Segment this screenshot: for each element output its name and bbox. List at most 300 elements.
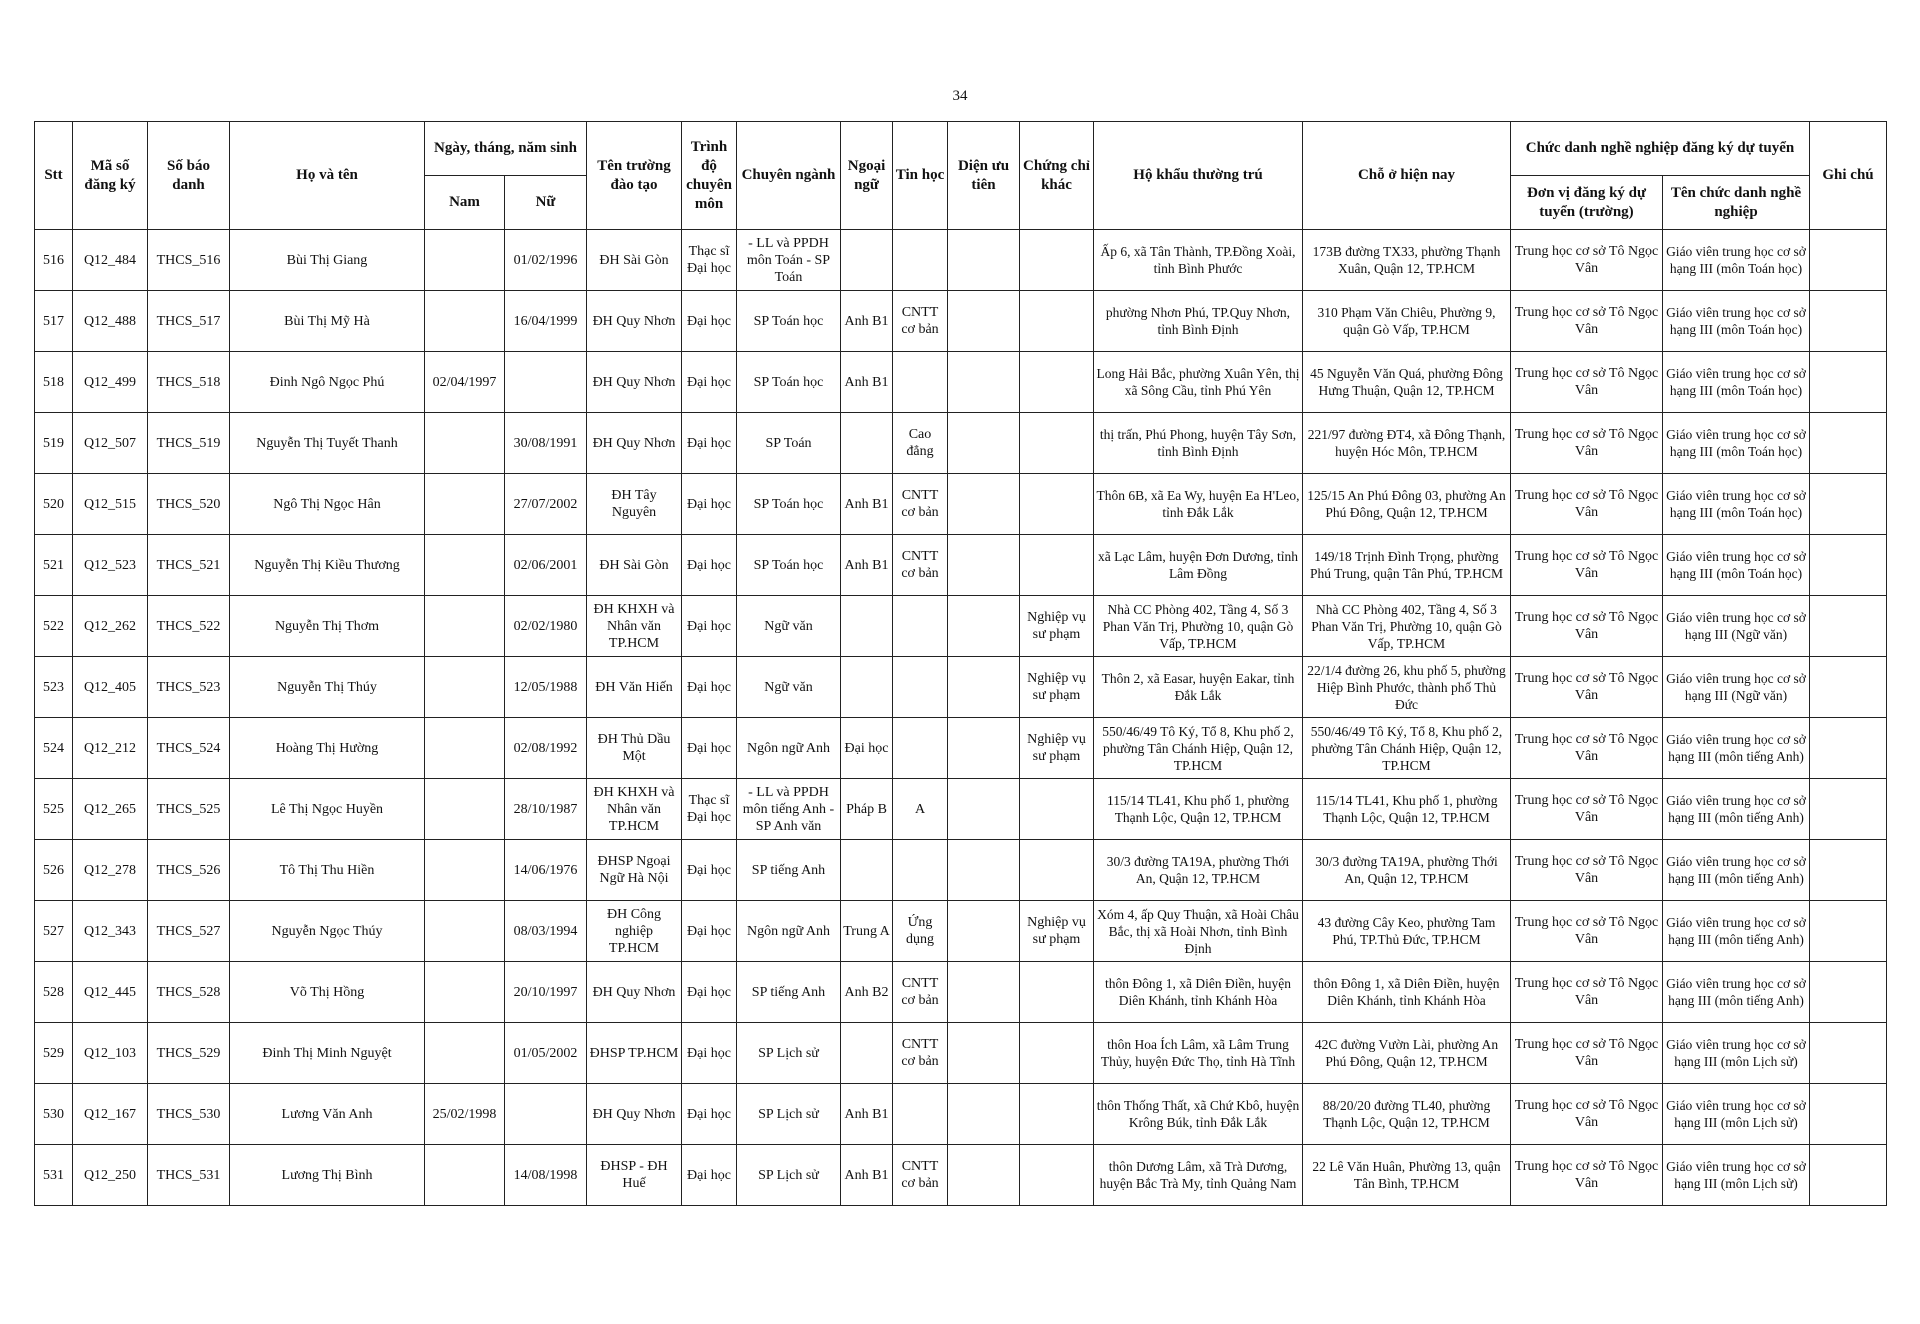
cell-chuyen-nganh: SP Lịch sử <box>737 1084 841 1145</box>
cell-nu: 30/08/1991 <box>505 413 587 474</box>
cell-ho-ten: Nguyễn Thị Kiều Thương <box>230 535 425 596</box>
cell-cho-o: 45 Nguyễn Văn Quá, phường Đông Hưng Thuận, Quận 12, TP.HCM <box>1303 352 1511 413</box>
cell-ghi-chu <box>1810 1023 1887 1084</box>
cell-ma-so: Q12_523 <box>73 535 148 596</box>
cell-don-vi: Trung học cơ sở Tô Ngọc Vân <box>1511 840 1663 901</box>
cell-don-vi: Trung học cơ sở Tô Ngọc Vân <box>1511 657 1663 718</box>
cell-nam <box>425 962 505 1023</box>
cell-ngoai-ngu: Anh B1 <box>841 535 893 596</box>
cell-stt: 524 <box>35 718 73 779</box>
cell-cho-o: 42C đường Vườn Lài, phường An Phú Đông, Quận 12, TP.HCM <box>1303 1023 1511 1084</box>
header-ten-chuc-danh: Tên chức danh nghề nghiệp <box>1663 176 1810 230</box>
cell-stt: 516 <box>35 230 73 291</box>
cell-stt: 518 <box>35 352 73 413</box>
cell-so-bao-danh: THCS_517 <box>148 291 230 352</box>
table-row <box>35 1145 1887 1206</box>
cell-trinh-do: Thạc sĩ Đại học <box>682 779 737 840</box>
cell-dien-uu-tien <box>948 230 1020 291</box>
cell-so-bao-danh: THCS_531 <box>148 1145 230 1206</box>
header-cho-o: Chỗ ở hiện nay <box>1303 122 1511 230</box>
cell-nu: 14/06/1976 <box>505 840 587 901</box>
cell-stt: 526 <box>35 840 73 901</box>
cell-ngoai-ngu: Anh B1 <box>841 352 893 413</box>
cell-truong: ĐH Quy Nhơn <box>587 1084 682 1145</box>
cell-cho-o: 550/46/49 Tô Ký, Tổ 8, Khu phố 2, phường Tân Chánh Hiệp, Quận 12, TP.HCM <box>1303 718 1511 779</box>
cell-ngoai-ngu <box>841 657 893 718</box>
cell-truong: ĐH Tây Nguyên <box>587 474 682 535</box>
cell-so-bao-danh: THCS_522 <box>148 596 230 657</box>
cell-nam: 02/04/1997 <box>425 352 505 413</box>
cell-ho-ten: Đinh Ngô Ngọc Phú <box>230 352 425 413</box>
header-chuc-danh: Chức danh nghề nghiệp đăng ký dự tuyển <box>1511 122 1810 176</box>
cell-so-bao-danh: THCS_525 <box>148 779 230 840</box>
cell-ma-so: Q12_265 <box>73 779 148 840</box>
cell-ho-khau: thôn Thống Thất, xã Chứ Kbô, huyện Krông Búk, tỉnh Đắk Lắk <box>1094 1084 1303 1145</box>
cell-ghi-chu <box>1810 779 1887 840</box>
cell-chuyen-nganh: SP Toán học <box>737 352 841 413</box>
cell-dien-uu-tien <box>948 1084 1020 1145</box>
cell-ghi-chu <box>1810 291 1887 352</box>
cell-nam <box>425 413 505 474</box>
cell-chung-chi <box>1020 779 1094 840</box>
cell-chuyen-nganh: SP Lịch sử <box>737 1023 841 1084</box>
cell-nu: 14/08/1998 <box>505 1145 587 1206</box>
header-ngay-sinh: Ngày, tháng, năm sinh <box>425 122 587 176</box>
cell-tin-hoc <box>893 1084 948 1145</box>
cell-ho-ten: Bùi Thị Mỹ Hà <box>230 291 425 352</box>
cell-dien-uu-tien <box>948 962 1020 1023</box>
cell-chung-chi <box>1020 962 1094 1023</box>
cell-ho-ten: Bùi Thị Giang <box>230 230 425 291</box>
cell-nu: 08/03/1994 <box>505 901 587 962</box>
header-truong: Tên trường đào tạo <box>587 122 682 230</box>
cell-dien-uu-tien <box>948 596 1020 657</box>
cell-tin-hoc: CNTT cơ bản <box>893 962 948 1023</box>
cell-ho-khau: 30/3 đường TA19A, phường Thới An, Quận 12, TP.HCM <box>1094 840 1303 901</box>
header-ma-so: Mã số đăng ký <box>73 122 148 230</box>
cell-nam <box>425 657 505 718</box>
cell-chuyen-nganh: SP Lịch sử <box>737 1145 841 1206</box>
table-row <box>35 352 1887 413</box>
cell-chuc-danh: Giáo viên trung học cơ sở hạng III (môn Toán học) <box>1663 352 1810 413</box>
cell-nu: 01/05/2002 <box>505 1023 587 1084</box>
cell-don-vi: Trung học cơ sở Tô Ngọc Vân <box>1511 535 1663 596</box>
table-row <box>35 840 1887 901</box>
table-row <box>35 718 1887 779</box>
cell-don-vi: Trung học cơ sở Tô Ngọc Vân <box>1511 474 1663 535</box>
cell-tin-hoc: Cao đẳng <box>893 413 948 474</box>
cell-dien-uu-tien <box>948 718 1020 779</box>
table-row <box>35 474 1887 535</box>
cell-cho-o: thôn Đông 1, xã Diên Điền, huyện Diên Khánh, tỉnh Khánh Hòa <box>1303 962 1511 1023</box>
cell-cho-o: 173B đường TX33, phường Thạnh Xuân, Quận 12, TP.HCM <box>1303 230 1511 291</box>
cell-tin-hoc: CNTT cơ bản <box>893 1023 948 1084</box>
cell-chuyen-nganh: SP tiếng Anh <box>737 840 841 901</box>
header-stt: Stt <box>35 122 73 230</box>
cell-trinh-do: Đại học <box>682 352 737 413</box>
cell-cho-o: 22/1/4 đường 26, khu phố 5, phường Hiệp Bình Phước, thành phố Thủ Đức <box>1303 657 1511 718</box>
cell-tin-hoc: CNTT cơ bản <box>893 1145 948 1206</box>
cell-ma-so: Q12_343 <box>73 901 148 962</box>
cell-nam <box>425 718 505 779</box>
cell-chuc-danh: Giáo viên trung học cơ sở hạng III (môn Toán học) <box>1663 291 1810 352</box>
cell-chung-chi: Nghiệp vụ sư phạm <box>1020 596 1094 657</box>
cell-nu: 01/02/1996 <box>505 230 587 291</box>
cell-nu: 02/06/2001 <box>505 535 587 596</box>
page-number: 34 <box>952 88 968 104</box>
cell-so-bao-danh: THCS_519 <box>148 413 230 474</box>
cell-nam <box>425 1145 505 1206</box>
cell-ma-so: Q12_262 <box>73 596 148 657</box>
cell-ma-so: Q12_515 <box>73 474 148 535</box>
cell-dien-uu-tien <box>948 291 1020 352</box>
cell-ghi-chu <box>1810 901 1887 962</box>
cell-trinh-do: Đại học <box>682 718 737 779</box>
cell-nu: 28/10/1987 <box>505 779 587 840</box>
cell-stt: 522 <box>35 596 73 657</box>
cell-tin-hoc <box>893 230 948 291</box>
cell-don-vi: Trung học cơ sở Tô Ngọc Vân <box>1511 1023 1663 1084</box>
cell-chung-chi <box>1020 230 1094 291</box>
cell-don-vi: Trung học cơ sở Tô Ngọc Vân <box>1511 596 1663 657</box>
cell-truong: ĐH KHXH và Nhân văn TP.HCM <box>587 596 682 657</box>
cell-trinh-do: Đại học <box>682 901 737 962</box>
cell-tin-hoc: CNTT cơ bản <box>893 535 948 596</box>
cell-ngoai-ngu <box>841 230 893 291</box>
cell-so-bao-danh: THCS_529 <box>148 1023 230 1084</box>
cell-chuyen-nganh: Ngữ văn <box>737 596 841 657</box>
table-row <box>35 291 1887 352</box>
cell-ho-khau: Long Hải Bắc, phường Xuân Yên, thị xã Sông Cầu, tỉnh Phú Yên <box>1094 352 1303 413</box>
cell-cho-o: 115/14 TL41, Khu phố 1, phường Thạnh Lộc, Quận 12, TP.HCM <box>1303 779 1511 840</box>
cell-chung-chi <box>1020 1145 1094 1206</box>
cell-so-bao-danh: THCS_528 <box>148 962 230 1023</box>
cell-chuyen-nganh: - LL và PPDH môn tiếng Anh - SP Anh văn <box>737 779 841 840</box>
cell-don-vi: Trung học cơ sở Tô Ngọc Vân <box>1511 718 1663 779</box>
cell-trinh-do: Đại học <box>682 840 737 901</box>
cell-ngoai-ngu: Trung A <box>841 901 893 962</box>
cell-trinh-do: Đại học <box>682 596 737 657</box>
cell-ghi-chu <box>1810 1084 1887 1145</box>
cell-chung-chi <box>1020 291 1094 352</box>
cell-trinh-do: Đại học <box>682 1023 737 1084</box>
cell-truong: ĐHSP Ngoại Ngữ Hà Nội <box>587 840 682 901</box>
cell-ma-so: Q12_499 <box>73 352 148 413</box>
cell-ho-khau: Xóm 4, ấp Quy Thuận, xã Hoài Châu Bắc, thị xã Hoài Nhơn, tỉnh Bình Định <box>1094 901 1303 962</box>
cell-so-bao-danh: THCS_520 <box>148 474 230 535</box>
cell-so-bao-danh: THCS_521 <box>148 535 230 596</box>
cell-so-bao-danh: THCS_524 <box>148 718 230 779</box>
cell-ghi-chu <box>1810 596 1887 657</box>
cell-stt: 531 <box>35 1145 73 1206</box>
cell-ma-so: Q12_405 <box>73 657 148 718</box>
cell-stt: 528 <box>35 962 73 1023</box>
cell-chuc-danh: Giáo viên trung học cơ sở hạng III (Ngữ văn) <box>1663 657 1810 718</box>
cell-ma-so: Q12_250 <box>73 1145 148 1206</box>
cell-ghi-chu <box>1810 657 1887 718</box>
cell-nam <box>425 840 505 901</box>
header-nam: Nam <box>425 176 505 230</box>
cell-nam <box>425 901 505 962</box>
table-row <box>35 596 1887 657</box>
cell-nu: 02/08/1992 <box>505 718 587 779</box>
cell-chung-chi <box>1020 1084 1094 1145</box>
cell-nam <box>425 779 505 840</box>
cell-truong: ĐH Quy Nhơn <box>587 413 682 474</box>
cell-stt: 517 <box>35 291 73 352</box>
cell-ho-khau: 550/46/49 Tô Ký, Tổ 8, Khu phố 2, phường Tân Chánh Hiệp, Quận 12, TP.HCM <box>1094 718 1303 779</box>
cell-dien-uu-tien <box>948 474 1020 535</box>
cell-chuyen-nganh: SP Toán học <box>737 535 841 596</box>
cell-trinh-do: Đại học <box>682 657 737 718</box>
cell-chuc-danh: Giáo viên trung học cơ sở hạng III (Ngữ văn) <box>1663 596 1810 657</box>
cell-chuyen-nganh: SP Toán học <box>737 474 841 535</box>
table-row <box>35 1084 1887 1145</box>
cell-tin-hoc: CNTT cơ bản <box>893 291 948 352</box>
cell-ma-so: Q12_445 <box>73 962 148 1023</box>
cell-tin-hoc: A <box>893 779 948 840</box>
cell-stt: 530 <box>35 1084 73 1145</box>
header-chung-chi: Chứng chỉ khác <box>1020 122 1094 230</box>
cell-ho-ten: Lê Thị Ngọc Huyền <box>230 779 425 840</box>
cell-trinh-do: Đại học <box>682 535 737 596</box>
cell-nu: 16/04/1999 <box>505 291 587 352</box>
cell-ho-khau: Thôn 2, xã Easar, huyện Eakar, tỉnh Đắk Lắk <box>1094 657 1303 718</box>
cell-ho-ten: Lương Thị Bình <box>230 1145 425 1206</box>
cell-so-bao-danh: THCS_530 <box>148 1084 230 1145</box>
cell-trinh-do: Đại học <box>682 413 737 474</box>
cell-nu: 27/07/2002 <box>505 474 587 535</box>
cell-ma-so: Q12_278 <box>73 840 148 901</box>
cell-chung-chi <box>1020 474 1094 535</box>
cell-ngoai-ngu <box>841 596 893 657</box>
table-row <box>35 657 1887 718</box>
cell-ma-so: Q12_103 <box>73 1023 148 1084</box>
cell-tin-hoc <box>893 657 948 718</box>
cell-nam <box>425 474 505 535</box>
cell-don-vi: Trung học cơ sở Tô Ngọc Vân <box>1511 1084 1663 1145</box>
cell-chuc-danh: Giáo viên trung học cơ sở hạng III (môn Lịch sử) <box>1663 1084 1810 1145</box>
cell-ma-so: Q12_507 <box>73 413 148 474</box>
cell-cho-o: 22 Lê Văn Huân, Phường 13, quận Tân Bình, TP.HCM <box>1303 1145 1511 1206</box>
header-ho-ten: Họ và tên <box>230 122 425 230</box>
candidate-table <box>34 121 1887 1206</box>
cell-ngoai-ngu <box>841 840 893 901</box>
cell-ho-ten: Tô Thị Thu Hiền <box>230 840 425 901</box>
cell-chung-chi <box>1020 535 1094 596</box>
cell-nam <box>425 535 505 596</box>
table-row <box>35 779 1887 840</box>
cell-nu <box>505 352 587 413</box>
cell-ho-khau: Thôn 6B, xã Ea Wy, huyện Ea H'Leo, tỉnh Đắk Lắk <box>1094 474 1303 535</box>
cell-truong: ĐH Văn Hiến <box>587 657 682 718</box>
cell-truong: ĐH Quy Nhơn <box>587 352 682 413</box>
cell-truong: ĐH Sài Gòn <box>587 535 682 596</box>
cell-so-bao-danh: THCS_518 <box>148 352 230 413</box>
cell-ho-khau: thôn Dương Lâm, xã Trà Dương, huyện Bắc Trà My, tỉnh Quảng Nam <box>1094 1145 1303 1206</box>
cell-ngoai-ngu: Anh B1 <box>841 291 893 352</box>
cell-ho-ten: Đinh Thị Minh Nguyệt <box>230 1023 425 1084</box>
cell-ma-so: Q12_488 <box>73 291 148 352</box>
cell-cho-o: Nhà CC Phòng 402, Tầng 4, Số 3 Phan Văn Trị, Phường 10, quận Gò Vấp, TP.HCM <box>1303 596 1511 657</box>
cell-truong: ĐH Sài Gòn <box>587 230 682 291</box>
candidate-table-container <box>34 121 1886 1206</box>
cell-cho-o: 221/97 đường ĐT4, xã Đông Thạnh, huyện Hóc Môn, TP.HCM <box>1303 413 1511 474</box>
cell-tin-hoc: CNTT cơ bản <box>893 474 948 535</box>
cell-truong: ĐH Quy Nhơn <box>587 291 682 352</box>
cell-ghi-chu <box>1810 718 1887 779</box>
cell-ho-ten: Nguyễn Thị Thơm <box>230 596 425 657</box>
cell-chung-chi: Nghiệp vụ sư phạm <box>1020 657 1094 718</box>
cell-so-bao-danh: THCS_526 <box>148 840 230 901</box>
cell-ho-khau: thôn Hoa Ích Lâm, xã Lâm Trung Thủy, huyện Đức Thọ, tỉnh Hà Tĩnh <box>1094 1023 1303 1084</box>
cell-tin-hoc: Ứng dụng <box>893 901 948 962</box>
cell-truong: ĐH Công nghiệp TP.HCM <box>587 901 682 962</box>
cell-chuc-danh: Giáo viên trung học cơ sở hạng III (môn tiếng Anh) <box>1663 779 1810 840</box>
cell-ho-khau: Nhà CC Phòng 402, Tầng 4, Số 3 Phan Văn Trị, Phường 10, quận Gò Vấp, TP.HCM <box>1094 596 1303 657</box>
cell-stt: 529 <box>35 1023 73 1084</box>
cell-chung-chi: Nghiệp vụ sư phạm <box>1020 901 1094 962</box>
cell-nam <box>425 1023 505 1084</box>
cell-chuyen-nganh: SP tiếng Anh <box>737 962 841 1023</box>
cell-trinh-do: Đại học <box>682 1084 737 1145</box>
cell-dien-uu-tien <box>948 413 1020 474</box>
cell-dien-uu-tien <box>948 840 1020 901</box>
cell-ghi-chu <box>1810 962 1887 1023</box>
cell-ghi-chu <box>1810 474 1887 535</box>
table-row <box>35 413 1887 474</box>
cell-ho-ten: Hoàng Thị Hường <box>230 718 425 779</box>
header-ghi-chu: Ghi chú <box>1810 122 1887 230</box>
cell-ngoai-ngu: Anh B1 <box>841 1145 893 1206</box>
cell-ghi-chu <box>1810 230 1887 291</box>
cell-chung-chi <box>1020 840 1094 901</box>
cell-truong: ĐHSP TP.HCM <box>587 1023 682 1084</box>
cell-cho-o: 43 đường Cây Keo, phường Tam Phú, TP.Thủ Đức, TP.HCM <box>1303 901 1511 962</box>
cell-chung-chi: Nghiệp vụ sư phạm <box>1020 718 1094 779</box>
cell-so-bao-danh: THCS_516 <box>148 230 230 291</box>
cell-chung-chi <box>1020 413 1094 474</box>
cell-don-vi: Trung học cơ sở Tô Ngọc Vân <box>1511 352 1663 413</box>
cell-ghi-chu <box>1810 1145 1887 1206</box>
cell-ho-ten: Võ Thị Hồng <box>230 962 425 1023</box>
cell-chung-chi <box>1020 1023 1094 1084</box>
cell-so-bao-danh: THCS_527 <box>148 901 230 962</box>
cell-ngoai-ngu: Anh B1 <box>841 474 893 535</box>
cell-ngoai-ngu: Anh B2 <box>841 962 893 1023</box>
cell-ghi-chu <box>1810 352 1887 413</box>
cell-nam <box>425 596 505 657</box>
cell-ho-ten: Lương Văn Anh <box>230 1084 425 1145</box>
cell-cho-o: 30/3 đường TA19A, phường Thới An, Quận 12, TP.HCM <box>1303 840 1511 901</box>
cell-chuc-danh: Giáo viên trung học cơ sở hạng III (môn Toán học) <box>1663 230 1810 291</box>
cell-ho-khau: thị trấn, Phú Phong, huyện Tây Sơn, tỉnh Bình Định <box>1094 413 1303 474</box>
cell-ma-so: Q12_484 <box>73 230 148 291</box>
cell-ngoai-ngu: Pháp B <box>841 779 893 840</box>
cell-ho-khau: 115/14 TL41, Khu phố 1, phường Thạnh Lộc, Quận 12, TP.HCM <box>1094 779 1303 840</box>
table-header <box>35 122 1887 230</box>
cell-stt: 527 <box>35 901 73 962</box>
cell-stt: 519 <box>35 413 73 474</box>
cell-chuc-danh: Giáo viên trung học cơ sở hạng III (môn tiếng Anh) <box>1663 962 1810 1023</box>
header-ngoai-ngu: Ngoại ngữ <box>841 122 893 230</box>
cell-tin-hoc <box>893 718 948 779</box>
cell-truong: ĐH Quy Nhơn <box>587 962 682 1023</box>
table-row <box>35 962 1887 1023</box>
cell-ho-ten: Ngô Thị Ngọc Hân <box>230 474 425 535</box>
cell-ho-ten: Nguyễn Thị Tuyết Thanh <box>230 413 425 474</box>
cell-ho-khau: thôn Đông 1, xã Diên Điền, huyện Diên Khánh, tỉnh Khánh Hòa <box>1094 962 1303 1023</box>
table-row <box>35 535 1887 596</box>
header-chuyen-nganh: Chuyên ngành <box>737 122 841 230</box>
cell-truong: ĐH KHXH và Nhân văn TP.HCM <box>587 779 682 840</box>
cell-trinh-do: Đại học <box>682 1145 737 1206</box>
cell-chuyen-nganh: Ngôn ngữ Anh <box>737 718 841 779</box>
cell-stt: 520 <box>35 474 73 535</box>
cell-cho-o: 125/15 An Phú Đông 03, phường An Phú Đông, Quận 12, TP.HCM <box>1303 474 1511 535</box>
cell-dien-uu-tien <box>948 901 1020 962</box>
cell-chuc-danh: Giáo viên trung học cơ sở hạng III (môn tiếng Anh) <box>1663 718 1810 779</box>
cell-dien-uu-tien <box>948 535 1020 596</box>
cell-chuyen-nganh: - LL và PPDH môn Toán - SP Toán <box>737 230 841 291</box>
cell-chuyen-nganh: SP Toán <box>737 413 841 474</box>
cell-don-vi: Trung học cơ sở Tô Ngọc Vân <box>1511 901 1663 962</box>
header-so-bao-danh: Số báo danh <box>148 122 230 230</box>
header-dien-uu-tien: Diện ưu tiên <box>948 122 1020 230</box>
cell-ho-khau: phường Nhơn Phú, TP.Quy Nhơn, tỉnh Bình Định <box>1094 291 1303 352</box>
table-body <box>35 230 1887 1206</box>
cell-dien-uu-tien <box>948 352 1020 413</box>
cell-stt: 525 <box>35 779 73 840</box>
cell-chung-chi <box>1020 352 1094 413</box>
cell-chuc-danh: Giáo viên trung học cơ sở hạng III (môn tiếng Anh) <box>1663 901 1810 962</box>
cell-cho-o: 310 Phạm Văn Chiêu, Phường 9, quận Gò Vấp, TP.HCM <box>1303 291 1511 352</box>
cell-tin-hoc <box>893 352 948 413</box>
table-row <box>35 230 1887 291</box>
cell-ghi-chu <box>1810 535 1887 596</box>
cell-don-vi: Trung học cơ sở Tô Ngọc Vân <box>1511 413 1663 474</box>
header-ho-khau: Hộ khẩu thường trú <box>1094 122 1303 230</box>
cell-so-bao-danh: THCS_523 <box>148 657 230 718</box>
cell-ngoai-ngu: Đại học <box>841 718 893 779</box>
cell-dien-uu-tien <box>948 657 1020 718</box>
cell-tin-hoc <box>893 840 948 901</box>
header-nu: Nữ <box>505 176 587 230</box>
header-don-vi: Đơn vị đăng ký dự tuyển (trường) <box>1511 176 1663 230</box>
cell-nam: 25/02/1998 <box>425 1084 505 1145</box>
cell-nam <box>425 230 505 291</box>
cell-chuc-danh: Giáo viên trung học cơ sở hạng III (môn Toán học) <box>1663 535 1810 596</box>
cell-ma-so: Q12_167 <box>73 1084 148 1145</box>
table-row <box>35 1023 1887 1084</box>
cell-ho-khau: xã Lạc Lâm, huyện Đơn Dương, tỉnh Lâm Đồng <box>1094 535 1303 596</box>
cell-don-vi: Trung học cơ sở Tô Ngọc Vân <box>1511 962 1663 1023</box>
cell-trinh-do: Thạc sĩ Đại học <box>682 230 737 291</box>
cell-chuc-danh: Giáo viên trung học cơ sở hạng III (môn Lịch sử) <box>1663 1145 1810 1206</box>
cell-ghi-chu <box>1810 413 1887 474</box>
cell-ma-so: Q12_212 <box>73 718 148 779</box>
cell-ngoai-ngu: Anh B1 <box>841 1084 893 1145</box>
cell-don-vi: Trung học cơ sở Tô Ngọc Vân <box>1511 779 1663 840</box>
header-tin-hoc: Tin học <box>893 122 948 230</box>
cell-ho-ten: Nguyễn Thị Thúy <box>230 657 425 718</box>
cell-cho-o: 149/18 Trịnh Đình Trọng, phường Phú Trung, quận Tân Phú, TP.HCM <box>1303 535 1511 596</box>
cell-don-vi: Trung học cơ sở Tô Ngọc Vân <box>1511 230 1663 291</box>
cell-nu: 02/02/1980 <box>505 596 587 657</box>
cell-truong: ĐH Thủ Dầu Một <box>587 718 682 779</box>
cell-nu <box>505 1084 587 1145</box>
cell-stt: 521 <box>35 535 73 596</box>
